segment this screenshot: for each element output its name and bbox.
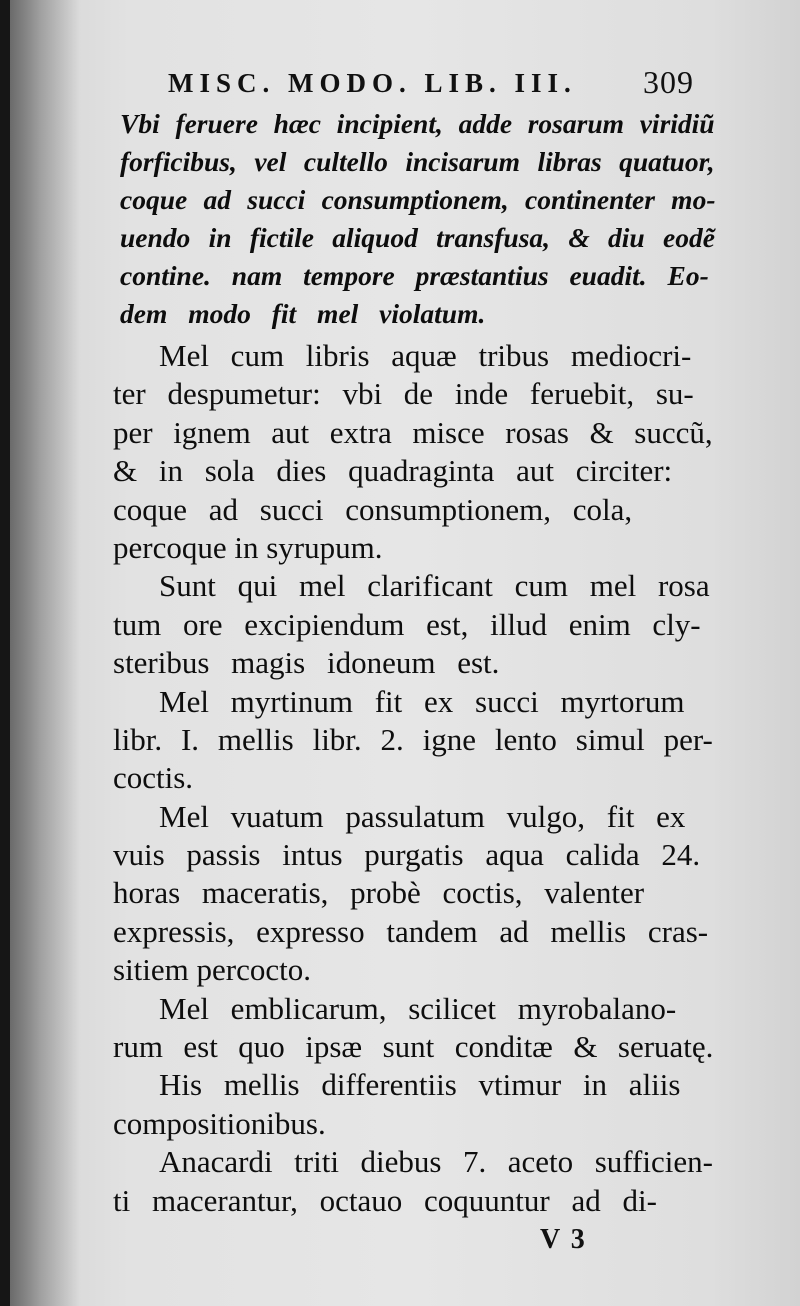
text-line: expressis, expresso tandem ad mellis cras- xyxy=(113,913,709,949)
text-line: coque ad succi consumptionem, continenter mo- xyxy=(120,184,716,215)
text-line: horas maceratis, probè coctis, valenter xyxy=(113,875,645,911)
text-line: libr. I. mellis libr. 2. igne lento simul per- xyxy=(113,721,713,757)
text-line: uendo in fictile aliquod transfusa, & diu eodẽ xyxy=(120,222,715,253)
page-number: 309 xyxy=(643,64,694,100)
text-line: ter despumetur: vbi de inde feruebit, su- xyxy=(113,376,694,412)
text-line: Vbi feruere hæc incipient, adde rosarum viridiũ xyxy=(120,108,715,139)
text-line: steribus magis idoneum est. xyxy=(113,645,500,681)
paragraph-first-line: His mellis differentiis vtimur in aliis xyxy=(159,1067,681,1103)
italic-paragraph xyxy=(120,105,720,333)
paragraph-first-line: Mel vuatum passulatum vulgo, fit ex xyxy=(159,798,686,834)
text-line: rum est quo ipsæ sunt conditæ & seruatę. xyxy=(113,1029,714,1065)
text-line: vuis passis intus purgatis aqua calida 24. xyxy=(113,837,701,873)
paragraph-first-line: Mel myrtinum fit ex succi myrtorum xyxy=(159,683,685,719)
text-line: percoque in syrupum. xyxy=(113,529,383,565)
text-line: sitiem percocto. xyxy=(113,952,311,988)
body-text xyxy=(113,337,723,1220)
paragraph-first-line: Mel cum libris aquæ tribus mediocri- xyxy=(159,338,692,373)
text-line: compositionibus. xyxy=(113,1105,326,1141)
text-line: dem modo fit mel violatum. xyxy=(120,298,486,329)
gutter-shadow xyxy=(10,0,80,1306)
page-footer xyxy=(10,1224,800,1264)
signature-mark: V 3 xyxy=(540,1224,587,1255)
paragraph-first-line: Sunt qui mel clarificant cum mel rosa xyxy=(159,568,710,604)
text-line: coctis. xyxy=(113,760,194,796)
page-header xyxy=(168,64,698,104)
text-line: tum ore excipiendum est, illud enim cly- xyxy=(113,606,701,642)
book-page xyxy=(10,0,800,1306)
text-line: coque ad succi consumptionem, cola, xyxy=(113,491,633,527)
running-head: MISC. MODO. LIB. III. xyxy=(168,68,577,98)
text-line: & in sola dies quadraginta aut circiter: xyxy=(113,453,673,489)
text-line: contine. nam tempore præstantius euadit. Eo- xyxy=(120,260,709,291)
paragraph-first-line: Mel emblicarum, scilicet myrobalano- xyxy=(159,990,677,1026)
paragraph-first-line: Anacardi triti diebus 7. aceto sufficien- xyxy=(159,1144,713,1180)
text-line: ti macerantur, octauo coquuntur ad di- xyxy=(113,1182,657,1218)
text-line: per ignem aut extra misce rosas & succũ, xyxy=(113,414,713,450)
text-line: forficibus, vel cultello incisarum libras quatuor, xyxy=(120,146,715,177)
